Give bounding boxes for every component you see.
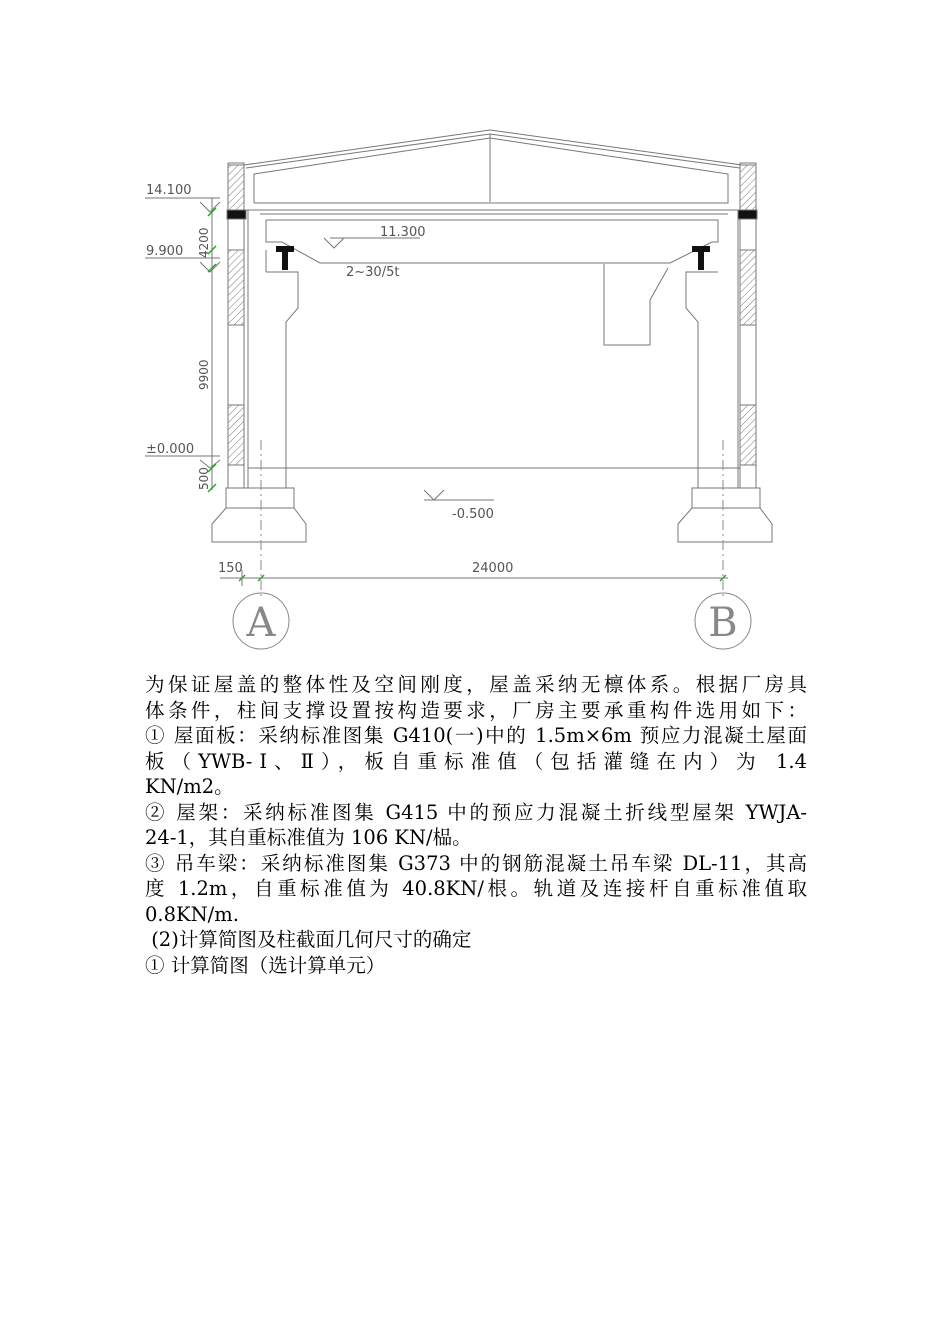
- axis-bubble-b: [695, 593, 751, 649]
- axis-bubble-a: [233, 593, 289, 649]
- paragraph-line: 板（YWB-Ⅰ、Ⅱ），板自重标准值（包括灌缝在内）为 1.4: [145, 749, 807, 773]
- roof: [244, 130, 742, 203]
- paragraph-line: ① 计算简图（选计算单元）: [145, 953, 386, 977]
- factory-section-drawing: [0, 0, 950, 660]
- dim-4200: 4200: [197, 227, 211, 258]
- paragraph-line: 体条件，柱间支撑设置按构造要求，厂房主要承重构件选用如下：: [145, 698, 807, 722]
- dim-9900: 9900: [197, 359, 211, 390]
- level-11300: 11.300: [380, 225, 426, 240]
- level-minus-0500: -0.500: [452, 507, 494, 522]
- right-wall: [738, 163, 757, 488]
- paragraph-line: ① 屋面板：采纳标准图集 G410(一)中的 1.5m×6m 预应力混凝土屋面: [145, 724, 807, 747]
- dim-500: 500: [197, 467, 211, 490]
- left-wall: [227, 163, 246, 488]
- paragraph-line: ③ 吊车梁：采纳标准图集 G373 中的钢筋混凝土吊车梁 DL-11，其高: [145, 851, 807, 875]
- level-0000: ±0.000: [146, 442, 195, 457]
- right-foundation: [678, 488, 772, 542]
- paragraph-line: 0.8KN/m.: [145, 902, 239, 926]
- crane-rails: [276, 246, 710, 270]
- roof-truss: [246, 210, 740, 263]
- section-heading: (2)计算简图及柱截面几何尺寸的确定: [145, 928, 472, 951]
- svg-text:A: A: [246, 600, 276, 646]
- svg-text:B: B: [708, 600, 738, 646]
- paragraph-line: 为保证屋盖的整体性及空间刚度，屋盖采纳无檩体系。根据厂房具: [145, 673, 807, 696]
- paragraph-line: 度 1.2m，自重标准值为 40.8KN/根。轨道及连接杆自重标准值取: [145, 877, 807, 900]
- crane-note: 2~30/5t: [346, 265, 400, 280]
- level-9900: 9.900: [146, 244, 184, 259]
- left-column: [248, 210, 740, 488]
- body-text: [145, 672, 807, 978]
- paragraph-line: ② 屋架：采纳标准图集 G415 中的预应力混凝土折线型屋架 YWJA-: [145, 800, 807, 824]
- left-foundation: [212, 488, 306, 542]
- paragraph-line: 24-1，其自重标准值为 106 KN/榀。: [145, 826, 472, 849]
- dim-24000: 24000: [472, 561, 514, 576]
- dim-150: 150: [218, 561, 243, 576]
- level-14100: 14.100: [146, 183, 192, 198]
- paragraph-line: KN/m2。: [145, 775, 234, 798]
- crane-bridge: [604, 264, 668, 345]
